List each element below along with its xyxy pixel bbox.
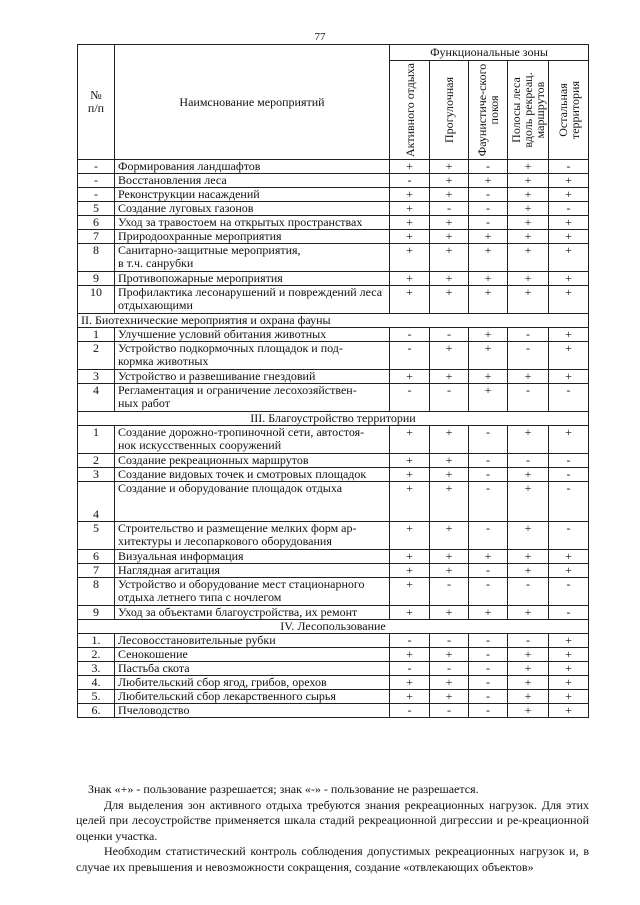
zone-mark: - xyxy=(469,690,508,704)
table-row xyxy=(78,328,589,342)
measure-name: Пчеловодство xyxy=(115,704,390,718)
notes xyxy=(76,782,589,875)
zone-mark: + xyxy=(430,482,469,522)
zone-mark: - xyxy=(549,160,589,174)
zone-mark: - xyxy=(390,662,430,676)
row-number: 9 xyxy=(78,272,115,286)
zone-mark: - xyxy=(390,328,430,342)
zone-mark: + xyxy=(508,704,549,718)
zone-mark: + xyxy=(430,160,469,174)
zone-mark: - xyxy=(430,578,469,606)
section-row xyxy=(78,314,589,328)
zone-mark: + xyxy=(390,550,430,564)
header-zone-4: Полосы леса вдоль рекреац. маршрутов xyxy=(508,61,549,160)
measure-name: Создание луговых газонов xyxy=(115,202,390,216)
measure-name: Строительство и размещение мелких форм ар- хитектуры и лесопаркового оборудования xyxy=(115,522,390,550)
table-row xyxy=(78,690,589,704)
measure-name: Лесовосстановительные рубки xyxy=(115,634,390,648)
row-number: 4. xyxy=(78,676,115,690)
zone-mark: + xyxy=(508,564,549,578)
zone-mark: + xyxy=(508,468,549,482)
row-number: 2 xyxy=(78,342,115,370)
zone-mark: + xyxy=(549,230,589,244)
zone-mark: + xyxy=(549,704,589,718)
measure-name: Создание рекреационных маршрутов xyxy=(115,454,390,468)
zone-mark: + xyxy=(390,482,430,522)
zone-mark: + xyxy=(469,606,508,620)
zone-mark: - xyxy=(469,454,508,468)
table-row xyxy=(78,160,589,174)
header-zone-1: Активного отдыха xyxy=(390,61,430,160)
measure-name: Любительский сбор ягод, грибов, орехов xyxy=(115,676,390,690)
measures-table xyxy=(77,44,589,718)
zone-mark: + xyxy=(508,522,549,550)
zone-mark: + xyxy=(549,286,589,314)
measure-name: Регламентация и ограничение лесохозяйствен- ных работ xyxy=(115,384,390,412)
zone-mark: + xyxy=(390,454,430,468)
zone-mark: + xyxy=(430,690,469,704)
zone-mark: + xyxy=(469,230,508,244)
zone-mark: - xyxy=(390,384,430,412)
zone-mark: + xyxy=(390,230,430,244)
section-row xyxy=(78,620,589,634)
table-row xyxy=(78,244,589,272)
row-number: 6. xyxy=(78,704,115,718)
zone-mark: + xyxy=(469,244,508,272)
zone-mark: + xyxy=(469,328,508,342)
row-number: 3 xyxy=(78,370,115,384)
zone-mark: - xyxy=(430,634,469,648)
section-title: II. Биотехнические мероприятия и охрана фауны xyxy=(78,314,589,328)
paragraph-1: Для выделения зон активного отдыха требуются знания рекреационных нагрузок. Для этих целей при лесоустройстве применяется шкала стадий рекреационной дигрессии и ре-креационной оценки участка. xyxy=(76,797,589,843)
paragraph-2: Необходим статистический контроль соблюдения допустимых рекреационных нагрузок и, в случае их превышения и невозможности сокращения, создание «отвлекающих объектов» xyxy=(76,844,589,874)
table-row xyxy=(78,216,589,230)
zone-mark: + xyxy=(549,676,589,690)
row-number: 3. xyxy=(78,662,115,676)
table-row xyxy=(78,662,589,676)
legend-note: Знак «+» - пользование разрешается; знак «-» - пользование не разрешается. xyxy=(88,782,479,796)
zone-mark: + xyxy=(390,216,430,230)
row-number: 8 xyxy=(78,244,115,272)
zone-mark: + xyxy=(430,370,469,384)
zone-mark: - xyxy=(508,578,549,606)
zone-mark: + xyxy=(390,522,430,550)
zone-mark: + xyxy=(430,174,469,188)
header-zone-5: Остальная территория xyxy=(549,61,589,160)
table-row xyxy=(78,342,589,370)
zone-mark: + xyxy=(430,454,469,468)
zone-mark: + xyxy=(549,550,589,564)
zone-mark: + xyxy=(549,370,589,384)
measure-name: Природоохранные мероприятия xyxy=(115,230,390,244)
measure-name: Санитарно-защитные мероприятия, в т.ч. санрубки xyxy=(115,244,390,272)
zone-mark: + xyxy=(430,550,469,564)
row-number: - xyxy=(78,160,115,174)
row-number: - xyxy=(78,188,115,202)
zone-mark: + xyxy=(508,648,549,662)
zone-mark: - xyxy=(430,384,469,412)
zone-mark: + xyxy=(549,244,589,272)
measure-name: Пастьба скота xyxy=(115,662,390,676)
header-num: № п/п xyxy=(78,45,115,160)
zone-mark: + xyxy=(430,230,469,244)
zone-mark: - xyxy=(469,522,508,550)
zone-mark: + xyxy=(430,676,469,690)
zone-mark: + xyxy=(430,342,469,370)
zone-mark: + xyxy=(430,272,469,286)
zone-mark: + xyxy=(549,272,589,286)
zone-mark: - xyxy=(549,454,589,468)
row-number: 2 xyxy=(78,454,115,468)
header-zone-3: Фаунистиче-ского покоя xyxy=(469,61,508,160)
measure-name: Создание дорожно-тропиночной сети, автостоя- нок искусственных сооружений xyxy=(115,426,390,454)
zone-mark: + xyxy=(508,550,549,564)
measure-name: Любительский сбор лекарственного сырья xyxy=(115,690,390,704)
measure-name: Устройство подкормочных площадок и под- кормка животных xyxy=(115,342,390,370)
zone-mark: + xyxy=(430,244,469,272)
zone-mark: + xyxy=(390,468,430,482)
zone-mark: + xyxy=(508,272,549,286)
measure-name: Создание видовых точек и смотровых площадок xyxy=(115,468,390,482)
row-number: 2. xyxy=(78,648,115,662)
zone-mark: + xyxy=(508,188,549,202)
zone-mark: - xyxy=(430,704,469,718)
measure-name: Уход за травостоем на открытых пространствах xyxy=(115,216,390,230)
table-row xyxy=(78,648,589,662)
zone-mark: + xyxy=(469,550,508,564)
zone-mark: - xyxy=(469,578,508,606)
zone-mark: + xyxy=(390,648,430,662)
row-number: 3 xyxy=(78,468,115,482)
zone-mark: + xyxy=(549,188,589,202)
zone-mark: - xyxy=(549,482,589,522)
table-row xyxy=(78,272,589,286)
zone-mark: - xyxy=(469,482,508,522)
measure-name: Улучшение условий обитания животных xyxy=(115,328,390,342)
zone-mark: + xyxy=(549,328,589,342)
zone-mark: + xyxy=(549,648,589,662)
zone-mark: + xyxy=(508,690,549,704)
table-row xyxy=(78,482,589,522)
zone-mark: + xyxy=(508,662,549,676)
zone-mark: + xyxy=(390,286,430,314)
zone-mark: - xyxy=(430,328,469,342)
zone-mark: + xyxy=(390,564,430,578)
zone-mark: + xyxy=(549,564,589,578)
row-number: 1. xyxy=(78,634,115,648)
zone-mark: + xyxy=(549,174,589,188)
zone-mark: - xyxy=(549,578,589,606)
zone-mark: - xyxy=(508,454,549,468)
zone-mark: + xyxy=(390,160,430,174)
zone-mark: + xyxy=(430,426,469,454)
zone-mark: - xyxy=(469,662,508,676)
header-zone-2: Прогулочная xyxy=(430,61,469,160)
zone-mark: - xyxy=(469,202,508,216)
zone-mark: + xyxy=(508,482,549,522)
zone-mark: - xyxy=(469,468,508,482)
zone-mark: - xyxy=(469,564,508,578)
zone-mark: + xyxy=(390,690,430,704)
table-row xyxy=(78,606,589,620)
zone-mark: - xyxy=(469,160,508,174)
zone-mark: + xyxy=(390,188,430,202)
zone-mark: + xyxy=(469,342,508,370)
zone-mark: - xyxy=(508,384,549,412)
zone-mark: + xyxy=(390,606,430,620)
table-row xyxy=(78,522,589,550)
row-number: 7 xyxy=(78,230,115,244)
zone-mark: - xyxy=(469,188,508,202)
measure-name: Профилактика лесонарушений и повреждений леса отдыхающими xyxy=(115,286,390,314)
zone-mark: - xyxy=(549,202,589,216)
page-number: 77 xyxy=(314,31,326,43)
measure-name: Уход за объектами благоустройства, их ремонт xyxy=(115,606,390,620)
zone-mark: + xyxy=(430,522,469,550)
zone-mark: + xyxy=(508,370,549,384)
measure-name: Наглядная агитация xyxy=(115,564,390,578)
table-row xyxy=(78,188,589,202)
zone-mark: - xyxy=(508,634,549,648)
row-number: 10 xyxy=(78,286,115,314)
zone-mark: + xyxy=(508,216,549,230)
zone-mark: - xyxy=(390,174,430,188)
measure-name: Сенокошение xyxy=(115,648,390,662)
zone-mark: + xyxy=(508,286,549,314)
row-number: 9 xyxy=(78,606,115,620)
zone-mark: + xyxy=(390,370,430,384)
zone-mark: - xyxy=(469,648,508,662)
table-row xyxy=(78,550,589,564)
table-row xyxy=(78,578,589,606)
zone-mark: - xyxy=(469,634,508,648)
zone-mark: - xyxy=(390,342,430,370)
zone-mark: - xyxy=(469,426,508,454)
zone-mark: + xyxy=(549,690,589,704)
table-row xyxy=(78,426,589,454)
row-number: 1 xyxy=(78,426,115,454)
zone-mark: - xyxy=(390,634,430,648)
measure-name: Противопожарные мероприятия xyxy=(115,272,390,286)
zone-mark: + xyxy=(508,174,549,188)
zone-mark: + xyxy=(469,384,508,412)
zone-mark: - xyxy=(508,328,549,342)
row-number: - xyxy=(78,174,115,188)
zone-mark: - xyxy=(549,522,589,550)
zone-mark: + xyxy=(430,188,469,202)
zone-mark: + xyxy=(430,216,469,230)
section-title: III. Благоустройство территории xyxy=(78,412,589,426)
zone-mark: + xyxy=(549,342,589,370)
zone-mark: + xyxy=(430,606,469,620)
header-name: Наимснование мероприятий xyxy=(115,45,390,160)
zone-mark: + xyxy=(390,426,430,454)
measure-name: Восстановления леса xyxy=(115,174,390,188)
row-number: 4 xyxy=(78,384,115,412)
zone-mark: + xyxy=(549,426,589,454)
table-row xyxy=(78,454,589,468)
header-zones-title: Функциональные зоны xyxy=(390,45,589,61)
zone-mark: + xyxy=(508,160,549,174)
zone-mark: + xyxy=(430,286,469,314)
zone-mark: + xyxy=(508,606,549,620)
zone-mark: + xyxy=(430,468,469,482)
zone-mark: + xyxy=(390,578,430,606)
row-number: 5 xyxy=(78,522,115,550)
zone-mark: + xyxy=(549,216,589,230)
zone-mark: + xyxy=(469,272,508,286)
zone-mark: + xyxy=(390,202,430,216)
row-number: 5 xyxy=(78,202,115,216)
measure-name: Устройство и оборудование мест стационарного отдыха летнего типа с ночлегом xyxy=(115,578,390,606)
zone-mark: + xyxy=(508,244,549,272)
table-row xyxy=(78,704,589,718)
zone-mark: - xyxy=(549,606,589,620)
zone-mark: + xyxy=(430,648,469,662)
zone-mark: - xyxy=(469,704,508,718)
row-number: 5. xyxy=(78,690,115,704)
zone-mark: + xyxy=(469,370,508,384)
zone-mark: - xyxy=(549,384,589,412)
zone-mark: + xyxy=(430,564,469,578)
zone-mark: + xyxy=(508,202,549,216)
table-row xyxy=(78,174,589,188)
table-row xyxy=(78,468,589,482)
zone-mark: - xyxy=(430,662,469,676)
measure-name: Визуальная информация xyxy=(115,550,390,564)
zone-mark: + xyxy=(390,676,430,690)
row-number: 8 xyxy=(78,578,115,606)
row-number: 6 xyxy=(78,216,115,230)
zone-mark: + xyxy=(549,662,589,676)
table-row xyxy=(78,384,589,412)
table-row xyxy=(78,676,589,690)
zone-mark: + xyxy=(390,244,430,272)
zone-mark: - xyxy=(469,676,508,690)
row-number: 6 xyxy=(78,550,115,564)
zone-mark: + xyxy=(508,230,549,244)
row-number: 7 xyxy=(78,564,115,578)
measure-name: Устройство и развешивание гнездовий xyxy=(115,370,390,384)
section-row xyxy=(78,412,589,426)
zone-mark: + xyxy=(469,286,508,314)
zone-mark: + xyxy=(390,272,430,286)
measure-name: Формирования ландшафтов xyxy=(115,160,390,174)
table-row xyxy=(78,370,589,384)
zone-mark: - xyxy=(430,202,469,216)
table-row xyxy=(78,634,589,648)
row-number: 1 xyxy=(78,328,115,342)
zone-mark: - xyxy=(549,468,589,482)
table-row xyxy=(78,230,589,244)
zone-mark: - xyxy=(469,216,508,230)
table-row xyxy=(78,202,589,216)
section-title: IV. Лесопользование xyxy=(78,620,589,634)
measure-name: Реконструкции насаждений xyxy=(115,188,390,202)
zone-mark: - xyxy=(390,704,430,718)
table-row xyxy=(78,564,589,578)
measure-name: Создание и оборудование площадок отдыха xyxy=(115,482,390,522)
zone-mark: + xyxy=(508,676,549,690)
table-row xyxy=(78,286,589,314)
zone-mark: + xyxy=(508,426,549,454)
row-number: 4 xyxy=(78,482,115,522)
zone-mark: + xyxy=(549,634,589,648)
zone-mark: - xyxy=(508,342,549,370)
zone-mark: + xyxy=(469,174,508,188)
